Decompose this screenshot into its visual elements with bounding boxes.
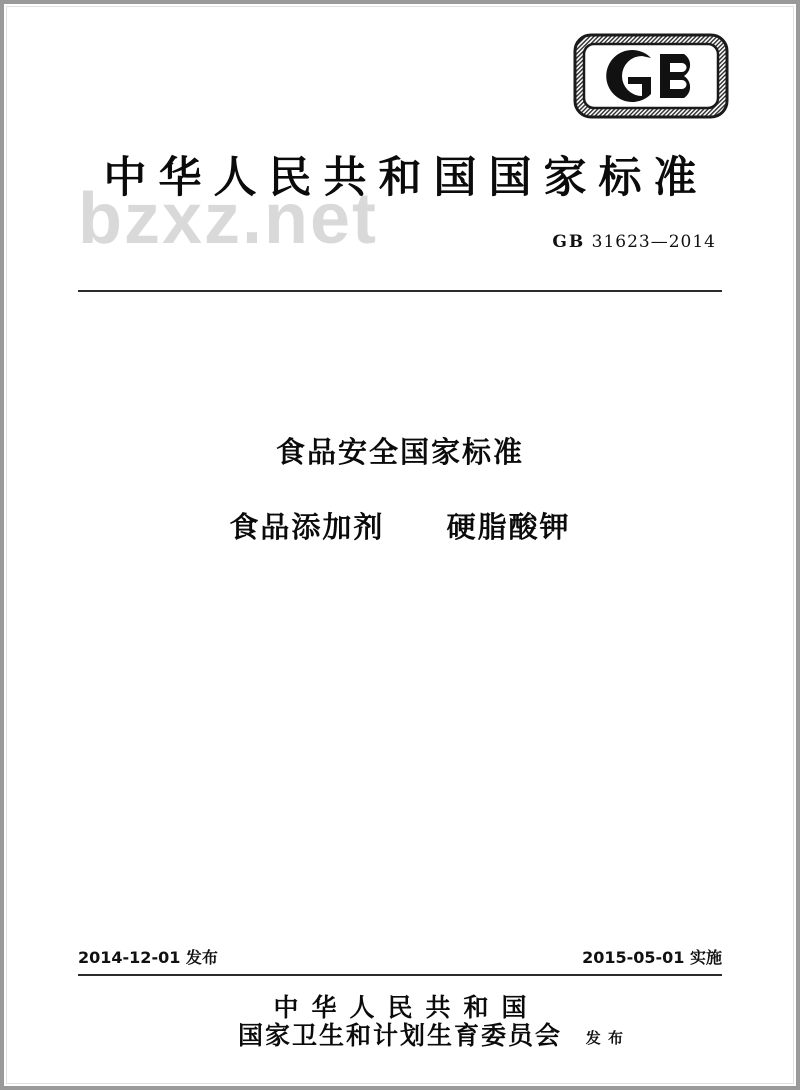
standard-number [552,232,716,252]
document-title-block [6,430,794,546]
document-title-line2-part1: 食品添加剂 [229,510,385,544]
document-title-line1: 食品安全国家标准 [275,435,524,469]
footer-divider [78,974,722,976]
issuer-publish-label: 发 布 [585,1029,624,1047]
standard-number-value: 31623—2014 [591,232,716,252]
issuer-inner [237,993,624,1050]
issuer-line2: 国家卫生和计划生育委员会 [237,1021,562,1050]
issuer-line1: 中华人民共和国 [273,993,540,1022]
issuer-block [6,994,794,1050]
watermark-text: bzxz.net [78,179,379,259]
date-row [78,945,722,968]
document-title-line2-part2: 硬脂酸钾 [446,510,571,544]
implement-date: 2015-05-01 实施 [582,948,722,967]
national-standard-title: 中华人民共和国国家标准 [103,153,709,203]
page-sheet [6,6,794,1084]
document-title-line2 [6,505,794,546]
header-divider [78,290,722,292]
gb-logo-icon [572,32,730,120]
issue-date: 2014-12-01 发布 [78,948,218,967]
standard-number-prefix: GB [552,232,586,252]
